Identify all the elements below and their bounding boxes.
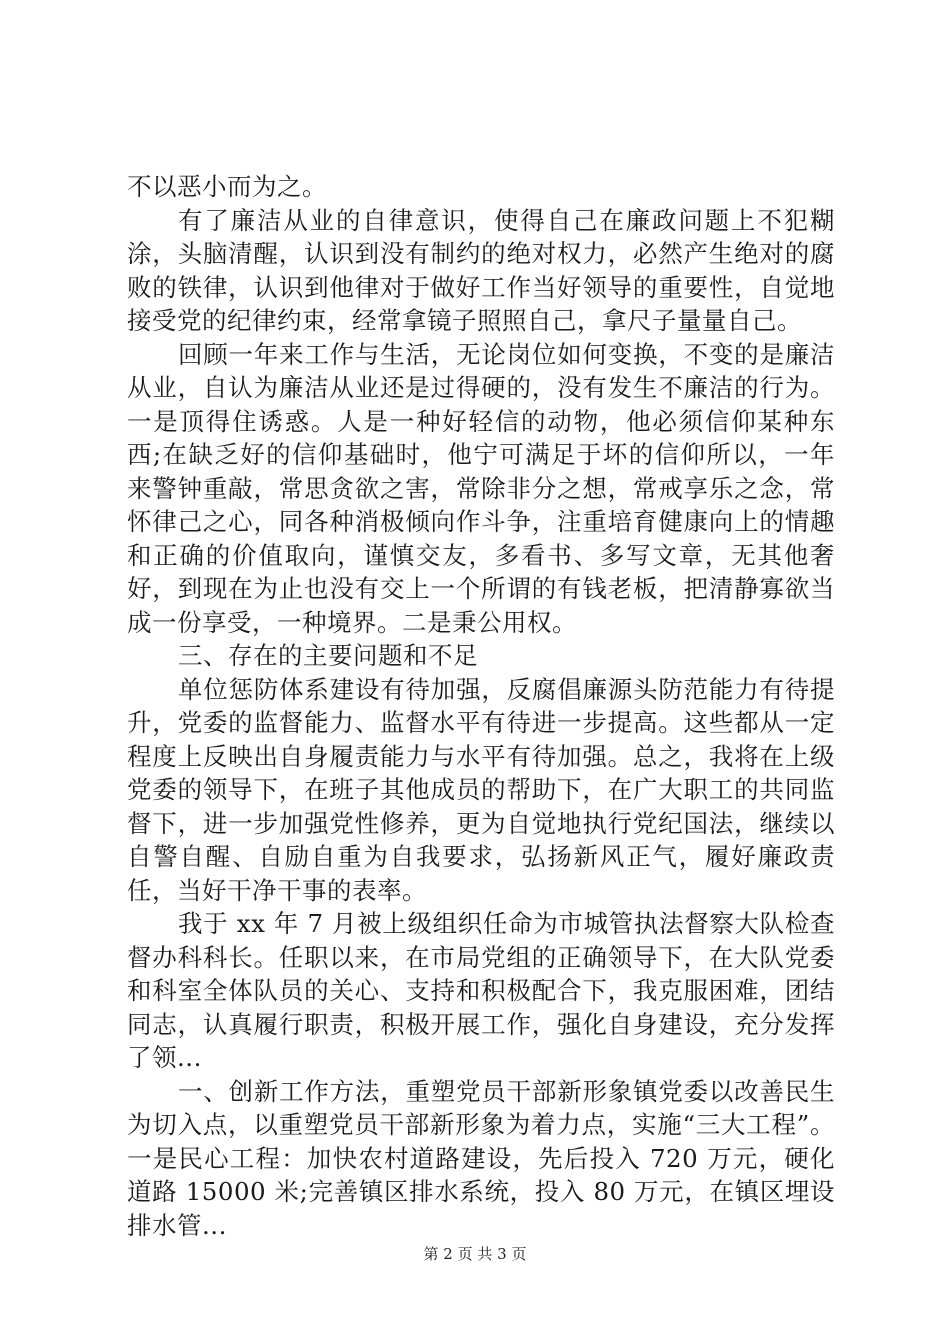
paragraph: 我于 xx 年 7 月被上级组织任命为市城管执法督察大队检查督办科科长。任职以来，在市局党组的正确领导下，在大队党委和科室全体队员的关心、支持和积极配合下，我克服困难，团结同志，认真履行职责，积极开展工作，强化自身建设，充分发挥了领... bbox=[127, 909, 835, 1072]
section-heading: 三、存在的主要问题和不足 bbox=[178, 641, 478, 670]
document-body bbox=[127, 170, 835, 1242]
paragraph: 单位惩防体系建设有待加强，反腐倡廉源头防范能力有待提升，党委的监督能力、监督水平有待进一步提高。这些都从一定程度上反映出自身履责能力与水平有待加强。总之，我将在上级党委的领导下，在班子其他成员的帮助下，在广大职工的共同监督下，进一步加强党性修养，更为自觉地执行党纪国法，继续以自警自醒、自励自重为自我要求，弘扬新风正气，履好廉政责任，当好干净干事的表率。 bbox=[127, 674, 835, 905]
page-number: 第 2 页 共 3 页 bbox=[423, 1245, 527, 1263]
paragraph: 有了廉洁从业的自律意识，使得自己在廉政问题上不犯糊涂，头脑清醒，认识到没有制约的绝对权力，必然产生绝对的腐败的铁律，认识到他律对于做好工作当好领导的重要性，自觉地接受党的纪律约束，经常拿镜子照照自己，拿尺子量量自己。 bbox=[127, 205, 835, 335]
paragraph: 一、创新工作方法，重塑党员干部新形象镇党委以改善民生为切入点，以重塑党员干部新形象为着力点，实施“三大工程”。一是民心工程：加快农村道路建设，先后投入 720 万元，硬化道路 15000 米;完善镇区排水系统，投入 80 万元，在镇区埋设排水管... bbox=[127, 1076, 835, 1240]
paragraph: 不以恶小而为之。 bbox=[127, 172, 327, 201]
paragraph: 回顾一年来工作与生活，无论岗位如何变换，不变的是廉洁从业，自认为廉洁从业还是过得硬的，没有发生不廉洁的行为。一是顶得住诱惑。人是一种好轻信的动物，他必须信仰某种东西;在缺乏好的信仰基础时，他宁可满足于坏的信仰所以，一年来警钟重敲，常思贪欲之害，常除非分之想，常戒享乐之念，常怀律己之心，同各种消极倾向作斗争，注重培育健康向上的情趣和正确的价值取向，谨慎交友，多看书、多写文章，无其他奢好，到现在为止也没有交上一个所谓的有钱老板，把清静寡欲当成一份享受，一种境界。二是秉公用权。 bbox=[127, 339, 835, 637]
